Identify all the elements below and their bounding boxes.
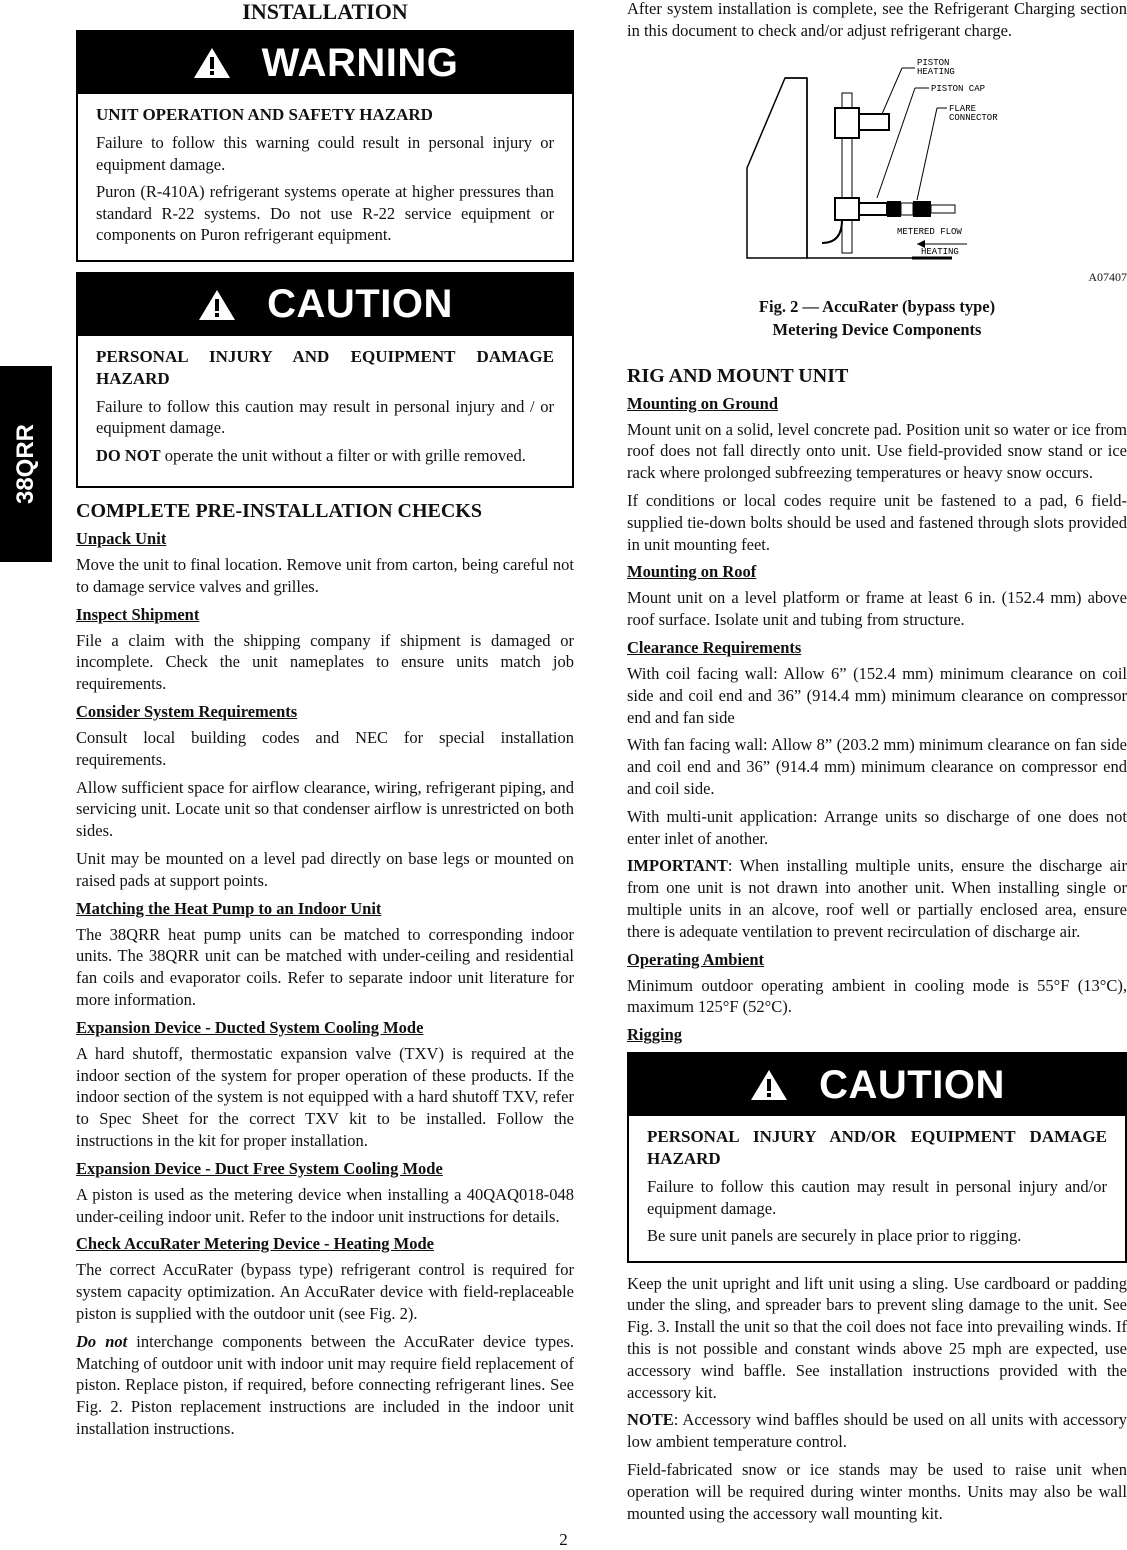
caution-text-2 [96,445,554,467]
caution-signal-word: CAUTION [267,282,453,326]
ground-text-2: If conditions or local codes require unit be fastened to a pad, 6 field-supplied tie-down bolts should be used and fastened through slots provided in unit mounting feet. [627,490,1127,554]
side-tab [0,366,52,562]
warning-banner [78,32,572,94]
figure-caption-line1: Fig. 2 — AccuRater (bypass type) [758,296,996,316]
inspect-title: Inspect Shipment [76,604,200,624]
roof-title: Mounting on Roof [627,562,757,582]
clearance-important-lead: IMPORTANT [627,856,728,876]
side-tab-label: 38QRR [12,423,39,505]
warning-box [76,30,574,262]
rigging-caution-text-2: Be sure unit panels are securely in place prior to rigging. [647,1226,1022,1246]
caution-triangle-icon [197,288,237,322]
warning-signal-word: WARNING [261,40,459,85]
caution-text-2-rest: operate the unit without a filter or with grille removed. [160,445,526,465]
rigging-caution-banner [629,1054,1125,1116]
clearance-text-3: With multi-unit application: Arrange units so discharge of one does not enter inlet of another. [627,806,1127,848]
accurater-title: Check AccuRater Metering Device - Heating Mode [76,1234,435,1254]
ambient-title: Operating Ambient [627,949,765,969]
rigging-text-2 [627,1409,1127,1453]
warning-body [78,94,572,260]
accurater-diagram [737,48,1037,268]
label-piston-cap: PISTON CAP [931,83,986,94]
figure-caption [627,295,1127,341]
page-heading: INSTALLATION [242,0,408,24]
rigging-caution-box [627,1052,1127,1263]
rigging-note-rest: : Accessory wind baffles should be used on all units with accessory low ambient temperature control. [627,1410,1127,1452]
rigging-note-lead: NOTE [627,1410,674,1430]
left-column [76,0,574,1446]
rigging-text-3: Field-fabricated snow or ice stands may be used to raise unit when operation will be required during winter months. Units may also be wall mounted using the accessory wall mounting kit. [627,1460,1127,1523]
ambient-text: Minimum outdoor operating ambient in cooling mode is 55°F (13°C), maximum 125°F (52°C). [627,975,1127,1017]
inspect-text: File a claim with the shipping company if shipment is damaged or incomplete. Check the unit nameplates to ensure units match job requirements. [76,630,574,694]
label-metered-flow: METERED FLOW [897,226,962,237]
label-flare: FLARE [949,103,977,114]
consider-text-1: Consult local building codes and NEC for special installation requirements. [76,727,574,769]
clearance-text-1: With coil facing wall: Allow 6” (152.4 mm) minimum clearance on coil side and coil end and 36” (914.4 mm) minimum clearance on compressor end and fan side [627,663,1127,727]
rig-heading: RIG AND MOUNT UNIT [627,364,849,387]
exp-ductfree-text: A piston is used as the metering device when installing a 40QAQ018-048 under-ceiling indoor unit. Refer to the indoor unit instructions for details. [76,1184,574,1226]
rigging-caution-triangle-icon [749,1068,789,1102]
exp-ductfree-title: Expansion Device - Duct Free System Cooling Mode [76,1158,443,1178]
rigging-caution-body [629,1116,1125,1261]
accurater-text-2-rest: interchange components between the AccuRater device types. Matching of outdoor unit with indoor unit may require field replacement of piston. Replace piston, if required, before connecting refrigerant lines. See Fig. 2. Piston replacement instructions are included in the indoor unit installation instructions. [76,1331,574,1438]
label-heating-1: HEATING [917,66,955,77]
page-number: 2 [559,1530,568,1549]
consider-text-2: Allow sufficient space for airflow clearance, wiring, refrigerant piping, and servicing unit. Locate unit so that condenser airflow is unrestricted on both sides. [76,777,574,841]
roof-text: Mount unit on a level platform or frame at least 6 in. (152.4 mm) above roof surface. Isolate unit and tubing from structure. [627,588,1127,630]
matching-text: The 38QRR heat pump units can be matched to corresponding indoor units. The 38QRR unit can be matched with under-ceiling and residential fan coils and evaporator coils. Refer to separate indoor unit literature for more information. [76,924,574,1009]
exp-ducted-title: Expansion Device - Ducted System Cooling Mode [76,1017,424,1037]
matching-title: Matching the Heat Pump to an Indoor Unit [76,898,382,918]
warning-text-2: Puron (R-410A) refrigerant systems operate at higher pressures than standard R-22 systems. Do not use R-22 service equipment or components on Puron refrigerant equipment. [96,182,554,244]
consider-title: Consider System Requirements [76,701,298,721]
label-piston: PISTON [917,57,950,68]
caution-text-1: Failure to follow this caution may result in personal injury and / or equipment damage. [96,396,554,437]
label-heating-2: HEATING [921,246,959,257]
figure-caption-line2: Metering Device Components [772,319,982,339]
rigging-text-1: Keep the unit upright and lift unit using a sling. Use cardboard or padding under the sling, and spreader bars to prevent sling damage to the unit. See Fig. 3. Install the unit so that the coil does not face into prevailing winds. If this is not possible and constant winds above 25 mph are expected, use accessory wind baffle. See installation instructions provided with the accessory kit. [627,1273,1127,1402]
accurater-text-1: The correct AccuRater (bypass type) refrigerant control is required for system capacity optimization. An AccuRater device with field-replaceable piston is supplied with the outdoor unit (see Fig. 2). [76,1260,574,1323]
clearance-important-rest: : When installing multiple units, ensure the discharge air from one unit is not drawn into another unit. When installing single or multiple units in an alcove, roof well or partially enclosed area, ensure there is adequate ventilation to prevent recirculation of discharge air. [627,856,1127,941]
caution-text-2-lead: DO NOT [96,445,161,465]
caution-banner [78,274,572,336]
caution-title: PERSONAL INJURY AND EQUIPMENT DAMAGE HAZARD [96,346,554,388]
exp-ducted-text: A hard shutoff, thermostatic expansion valve (TXV) is required at the indoor section of the system for proper operation of these products. If the indoor section of the system is not equipped with a hard shutoff TXV, refer to Spec Sheet for the correct TXV kit to be installed. Follow the instructions in the kit for proper installation. [76,1043,574,1150]
caution-body [78,336,572,487]
warning-text-1: Failure to follow this warning could result in personal injury or equipment damage. [96,133,554,174]
clearance-title: Clearance Requirements [627,637,802,657]
checks-heading: COMPLETE PRE-INSTALLATION CHECKS [76,500,482,522]
rigging-caution-text-1: Failure to follow this caution may result in personal injury and/or equipment damage. [647,1177,1107,1218]
intro-text: After system installation is complete, see the Refrigerant Charging section in this document to check and/or adjust refrigerant charge. [627,0,1127,40]
accurater-text-2 [76,1331,574,1440]
unpack-title: Unpack Unit [76,529,167,548]
clearance-text-2: With fan facing wall: Allow 8” (203.2 mm) minimum clearance on fan side and coil end and 36” (914.4 mm) minimum clearance on compressor end and coil side. [627,735,1127,798]
rigging-title: Rigging [627,1025,683,1045]
unpack-text: Move the unit to final location. Remove unit from carton, being careful not to damage service valves and grilles. [76,555,574,596]
warning-triangle-icon [192,46,232,80]
ground-title: Mounting on Ground [627,393,778,413]
label-connector: CONNECTOR [949,112,998,123]
caution-box [76,272,574,489]
rigging-caution-title: PERSONAL INJURY AND/OR EQUIPMENT DAMAGE HAZARD [647,1127,1107,1169]
clearance-text-4 [627,855,1127,942]
ground-text-1: Mount unit on a solid, level concrete pad. Position unit so water or ice from roof does not fall directly onto unit. Use field-provided snow stand or ice rack where prolonged subfreezing temperatures or heavy snow occurs. [627,419,1127,483]
rigging-caution-signal-word: CAUTION [819,1062,1005,1107]
figure-code: A07407 [1088,269,1127,284]
consider-text-3: Unit may be mounted on a level pad directly on base legs or mounted on raised pads at support points. [76,848,574,890]
figure-2 [627,48,1127,298]
warning-title: UNIT OPERATION AND SAFETY HAZARD [96,105,433,124]
right-column [627,0,1127,1530]
accurater-text-2-lead: Do not [76,1331,128,1351]
